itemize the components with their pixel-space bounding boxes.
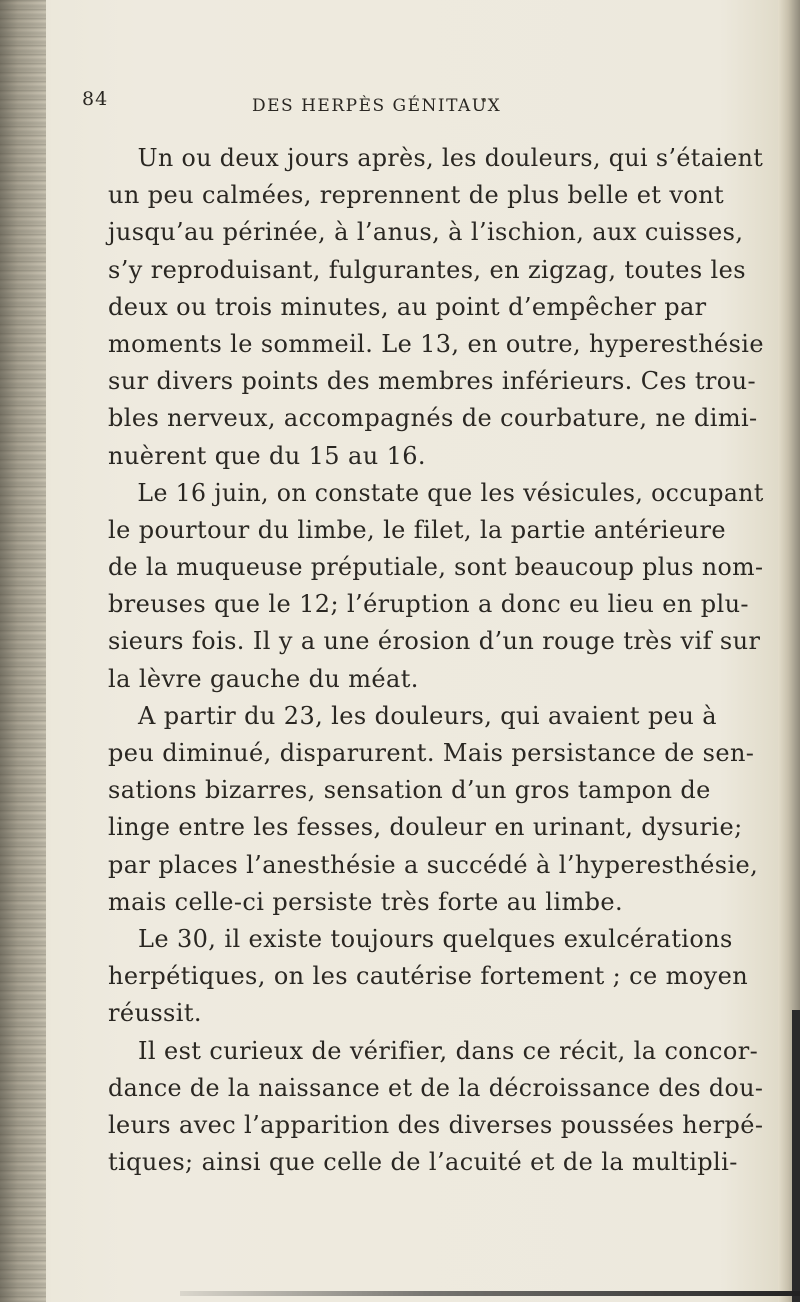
text-line: tiques; ainsi que celle de l’acuité et de la multipli- xyxy=(108,1148,738,1177)
text-line: leurs avec l’apparition des diverses poussées herpé- xyxy=(108,1110,764,1139)
body-text xyxy=(108,140,764,1181)
binding-edge xyxy=(0,0,46,1302)
page-header xyxy=(82,88,722,128)
text-line: moments le sommeil. Le 13, en outre, hyperesthésie xyxy=(108,329,764,358)
text-line: Un ou deux jours après, les douleurs, qui s’étaient xyxy=(137,144,764,172)
text-line: par places l’anesthésie a succédé à l’hyperesthésie, xyxy=(108,850,759,879)
text-line: breuses que le 12; l’éruption a donc eu lieu en plu- xyxy=(108,590,749,619)
text-line: Le 16 juin, on constate que les vésicules, occupant xyxy=(137,478,764,507)
text-line: sations bizarres, sensation d’un gros tampon de xyxy=(108,776,711,805)
text-line: s’y reproduisant, fulgurantes, en zigzag, toutes les xyxy=(108,255,746,284)
text-line: sieurs fois. Il y a une érosion d’un rouge très vif sur xyxy=(108,627,761,656)
page-edge-shadow xyxy=(792,1010,800,1302)
text-line: de la muqueuse préputiale, sont beaucoup plus nom- xyxy=(108,553,764,582)
page-number: 84 xyxy=(82,88,109,110)
bottom-shadow xyxy=(180,1291,800,1296)
text-line: mais celle-ci persiste très forte au limbe. xyxy=(108,887,624,916)
text-line: herpétiques, on les cautérise fortement ; ce moyen xyxy=(108,962,749,991)
text-line: la lèvre gauche du méat. xyxy=(108,664,419,693)
text-line: deux ou trois minutes, au point d’empêcher par xyxy=(108,292,707,321)
text-line: peu diminué, disparurent. Mais persistance de sen- xyxy=(108,739,755,767)
text-line: jusqu’au périnée, à l’anus, à l’ischion, aux cuisses, xyxy=(108,218,744,247)
text-line: linge entre les fesses, douleur en urinant, dysurie; xyxy=(108,813,743,842)
text-line: bles nerveux, accompagnés de courbature, ne dimi- xyxy=(108,404,758,433)
text-line: réussit. xyxy=(108,999,202,1028)
text-line: Il est curieux de vérifier, dans ce récit, la concor- xyxy=(138,1036,759,1065)
text-line: dance de la naissance et de la décroissance des dou- xyxy=(108,1073,764,1102)
text-line: nuèrent que du 15 au 16. xyxy=(108,441,426,470)
text-line: le pourtour du limbe, le filet, la partie antérieure xyxy=(108,515,726,544)
text-line: sur divers points des membres inférieurs. Ces trou- xyxy=(108,367,756,396)
text-line: un peu calmées, reprennent de plus belle et vont xyxy=(108,181,725,210)
text-line: Le 30, il existe toujours quelques exulcérations xyxy=(138,924,733,953)
text-line: A partir du 23, les douleurs, qui avaient peu à xyxy=(138,701,717,730)
running-title: DES HERPÈS GÉNITAUX xyxy=(252,96,502,116)
